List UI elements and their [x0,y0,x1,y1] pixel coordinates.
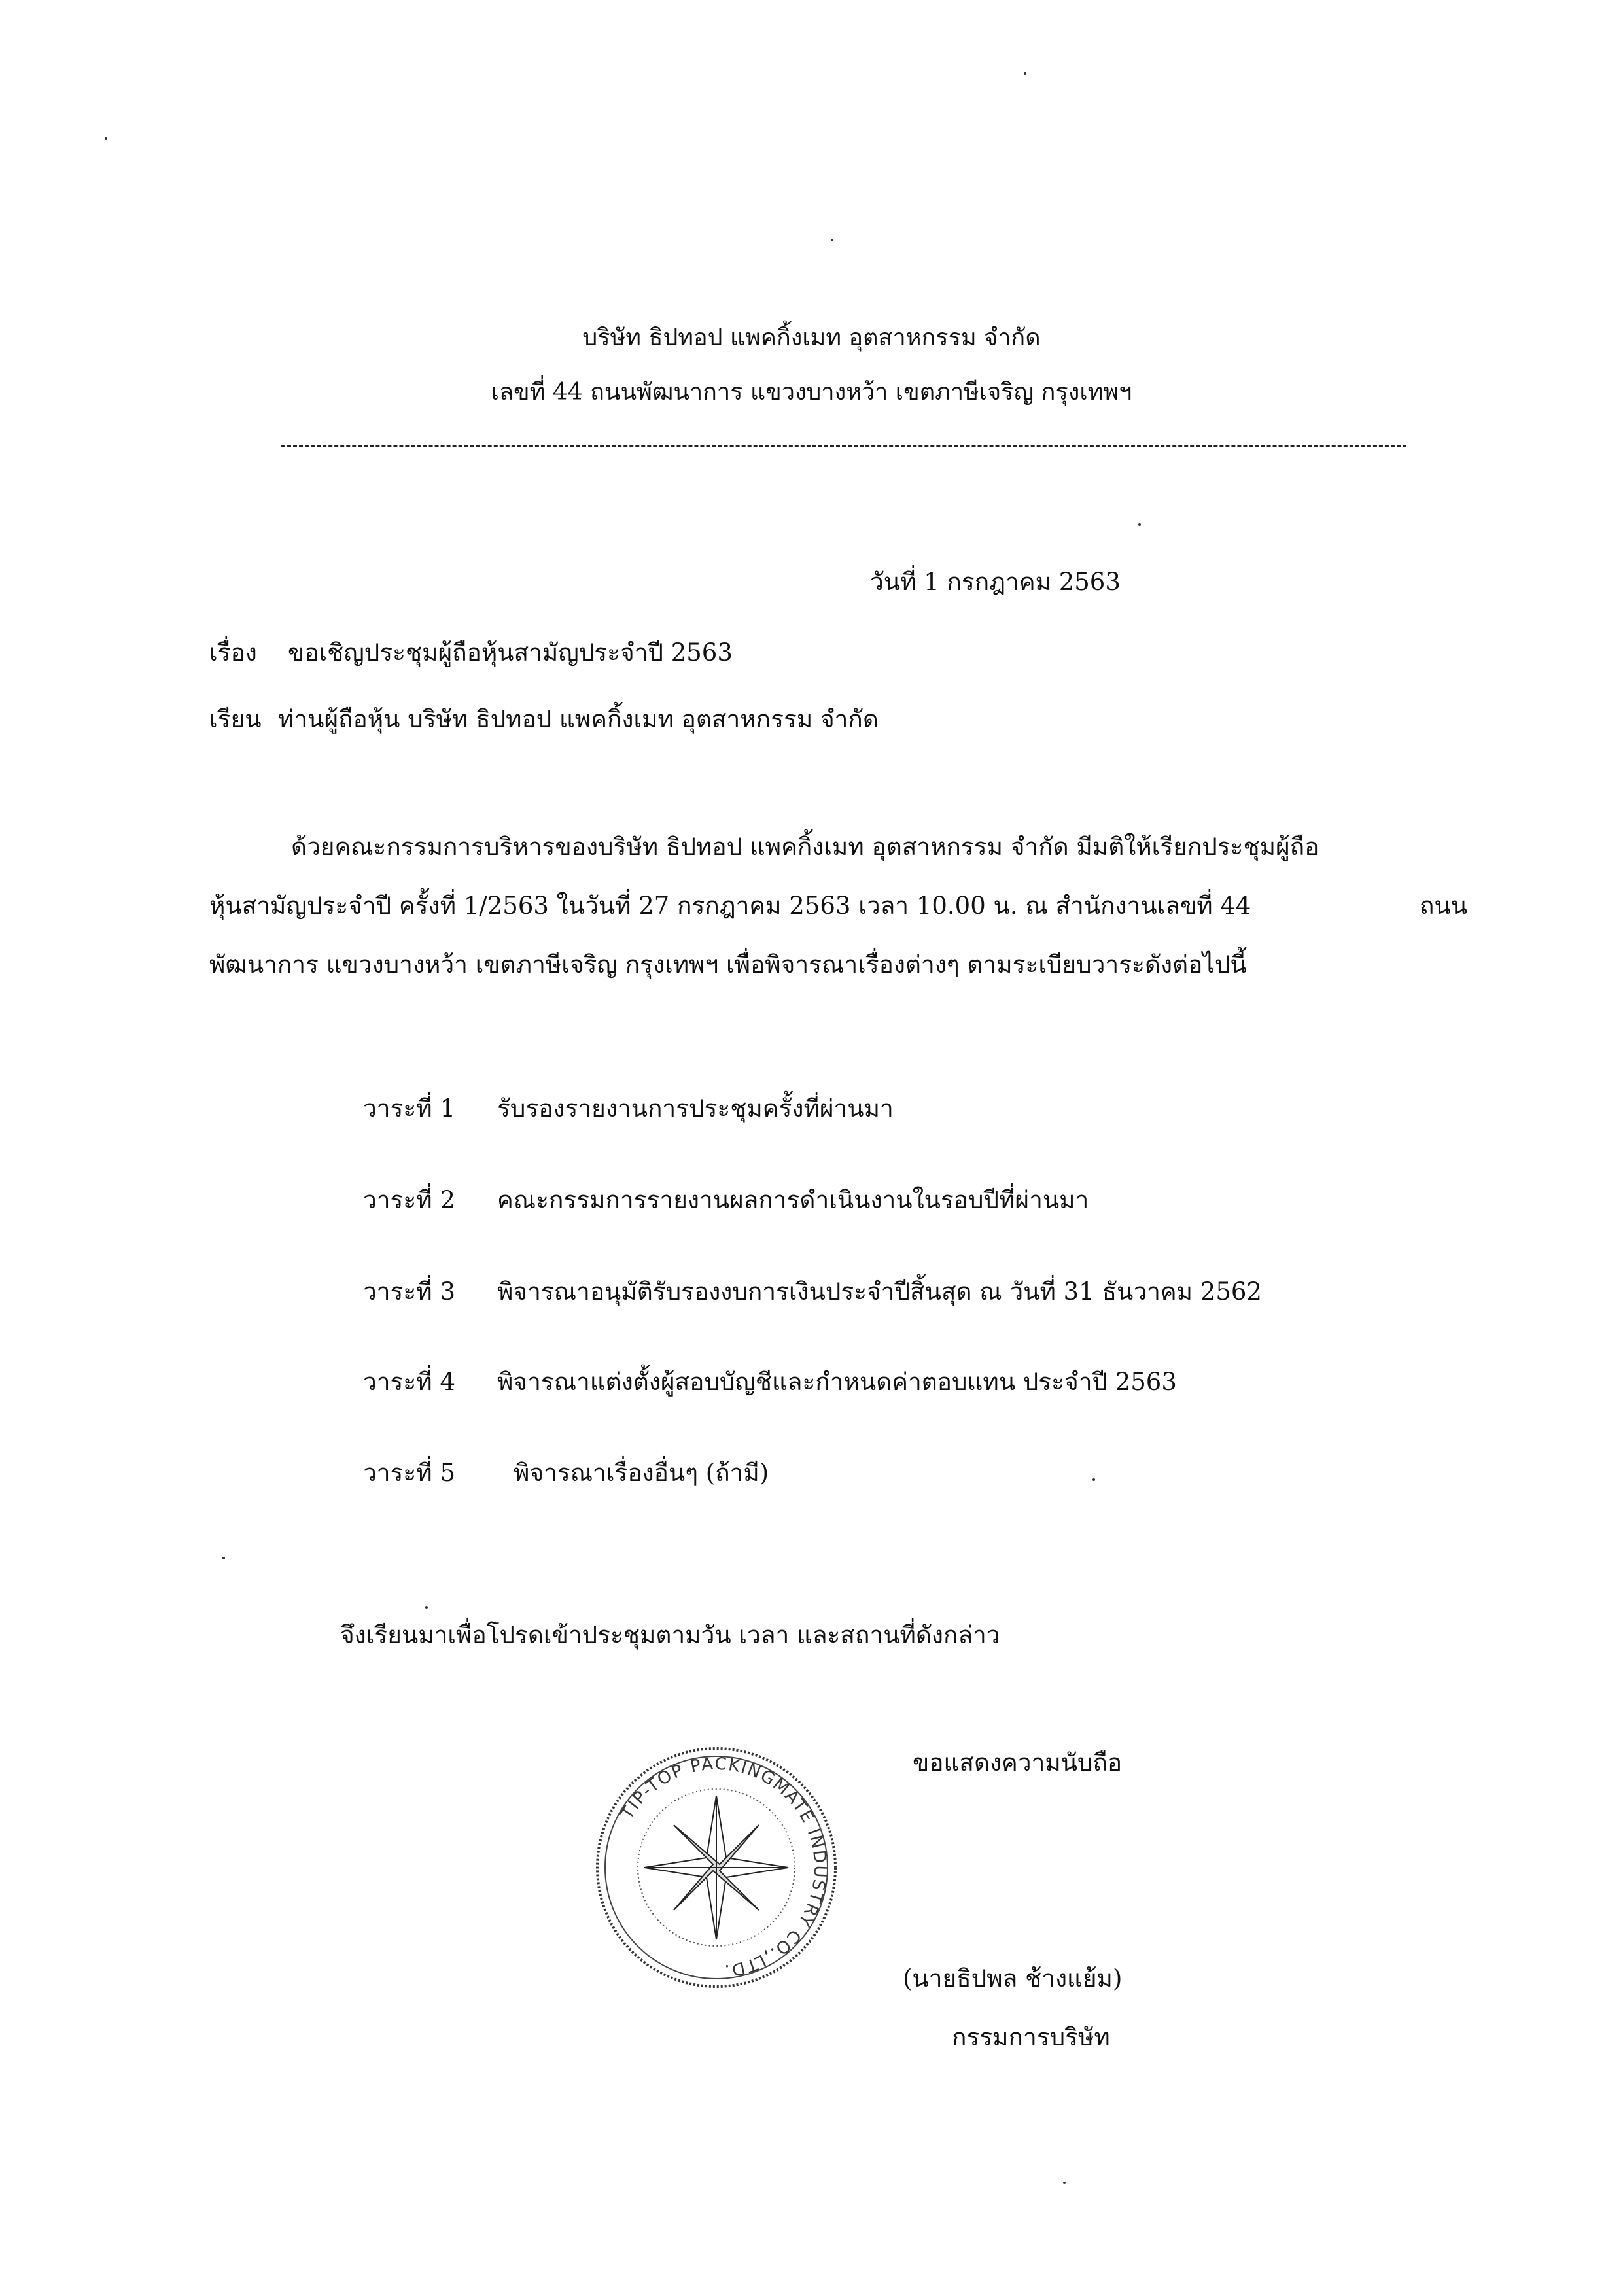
agenda-number: วาระที่ 1 [363,1094,455,1122]
subject-text: ขอเชิญประชุมผู้ถือหุ้นสามัญประจำปี 2563 [288,638,733,667]
date-line: วันที่ 1 กรกฎาคม 2563 [870,568,1121,596]
scan-speck [1092,1478,1095,1481]
subject-label: เรื่อง [209,638,257,667]
agenda-text: พิจารณาเรื่องอื่นๆ (ถ้ามี) [514,1459,769,1487]
signatory-name: (นายธิปพล ช้างแย้ม) [903,1964,1123,1992]
body-line-1: ด้วยคณะกรรมการบริหารของบริษัท ธิปทอป แพคกิ้งเมท อุตสาหกรรม จำกัด มีมติให้เรียกประชุมผู้ถือ [291,833,1319,861]
company-seal [592,1743,841,1992]
scan-speck [105,137,107,140]
recipient-text: ท่านผู้ถือหุ้น บริษัท ธิปทอป แพคกิ้งเมท อุตสาหกรรม จำกัด [278,705,879,733]
body-line-3: พัฒนาการ แขวงบางหว้า เขตภาษีเจริญ กรุงเทพฯ เพื่อพิจารณาเรื่องต่างๆ ตามระเบียบวาระดังต่อไปนี้ [209,950,1247,979]
agenda-text: รับรองรายงานการประชุมครั้งที่ผ่านมา [497,1094,894,1122]
company-name: บริษัท ธิปทอป แพคกิ้งเมท อุตสาหกรรม จำกัด [582,324,1041,351]
signatory-title: กรรมการบริษัท [952,2023,1110,2051]
agenda-text: พิจารณาอนุมัติรับรองงบการเงินประจำปีสิ้นสุด ณ วันที่ 31 ธันวาคม 2562 [497,1278,1262,1306]
scan-speck [1138,523,1141,526]
agenda-number: วาระที่ 4 [363,1368,455,1396]
header-divider [281,445,1406,447]
regards: ขอแสดงความนับถือ [913,1748,1123,1777]
scan-speck [831,239,833,241]
agenda-number: วาระที่ 2 [363,1186,455,1214]
scan-speck [222,1557,225,1559]
seal-text: TIP-TOP PACKINGMATE INDUSTRY CO.,LTD. [617,1754,830,1981]
scan-speck [1063,2182,1066,2184]
agenda-text: คณะกรรมการรายงานผลการดำเนินงานในรอบปีที่ผ่านมา [497,1186,1089,1214]
recipient-label: เรียน [209,705,262,733]
closing-line: จึงเรียนมาเพื่อโปรดเข้าประชุมตามวัน เวลา และสถานที่ดังกล่าว [340,1621,1000,1649]
agenda-number: วาระที่ 5 [363,1459,455,1487]
scan-speck [425,1606,428,1609]
company-address: เลขที่ 44 ถนนพัฒนาการ แขวงบางหว้า เขตภาษีเจริญ กรุงเทพฯ [491,379,1132,406]
scan-speck [1024,72,1026,75]
body-line-2: หุ้นสามัญประจำปี ครั้งที่ 1/2563 ในวันที่ 27 กรกฎาคม 2563 เวลา 10.00 น. ณ สำนักงานเลขที่ 44 [209,892,1251,920]
agenda-text: พิจารณาแต่งตั้งผู้สอบบัญชีและกำหนดค่าตอบแทน ประจำปี 2563 [497,1368,1177,1396]
agenda-number: วาระที่ 3 [363,1278,455,1306]
star-icon [644,1796,788,1939]
body-line-2-end: ถนน [1420,892,1467,920]
